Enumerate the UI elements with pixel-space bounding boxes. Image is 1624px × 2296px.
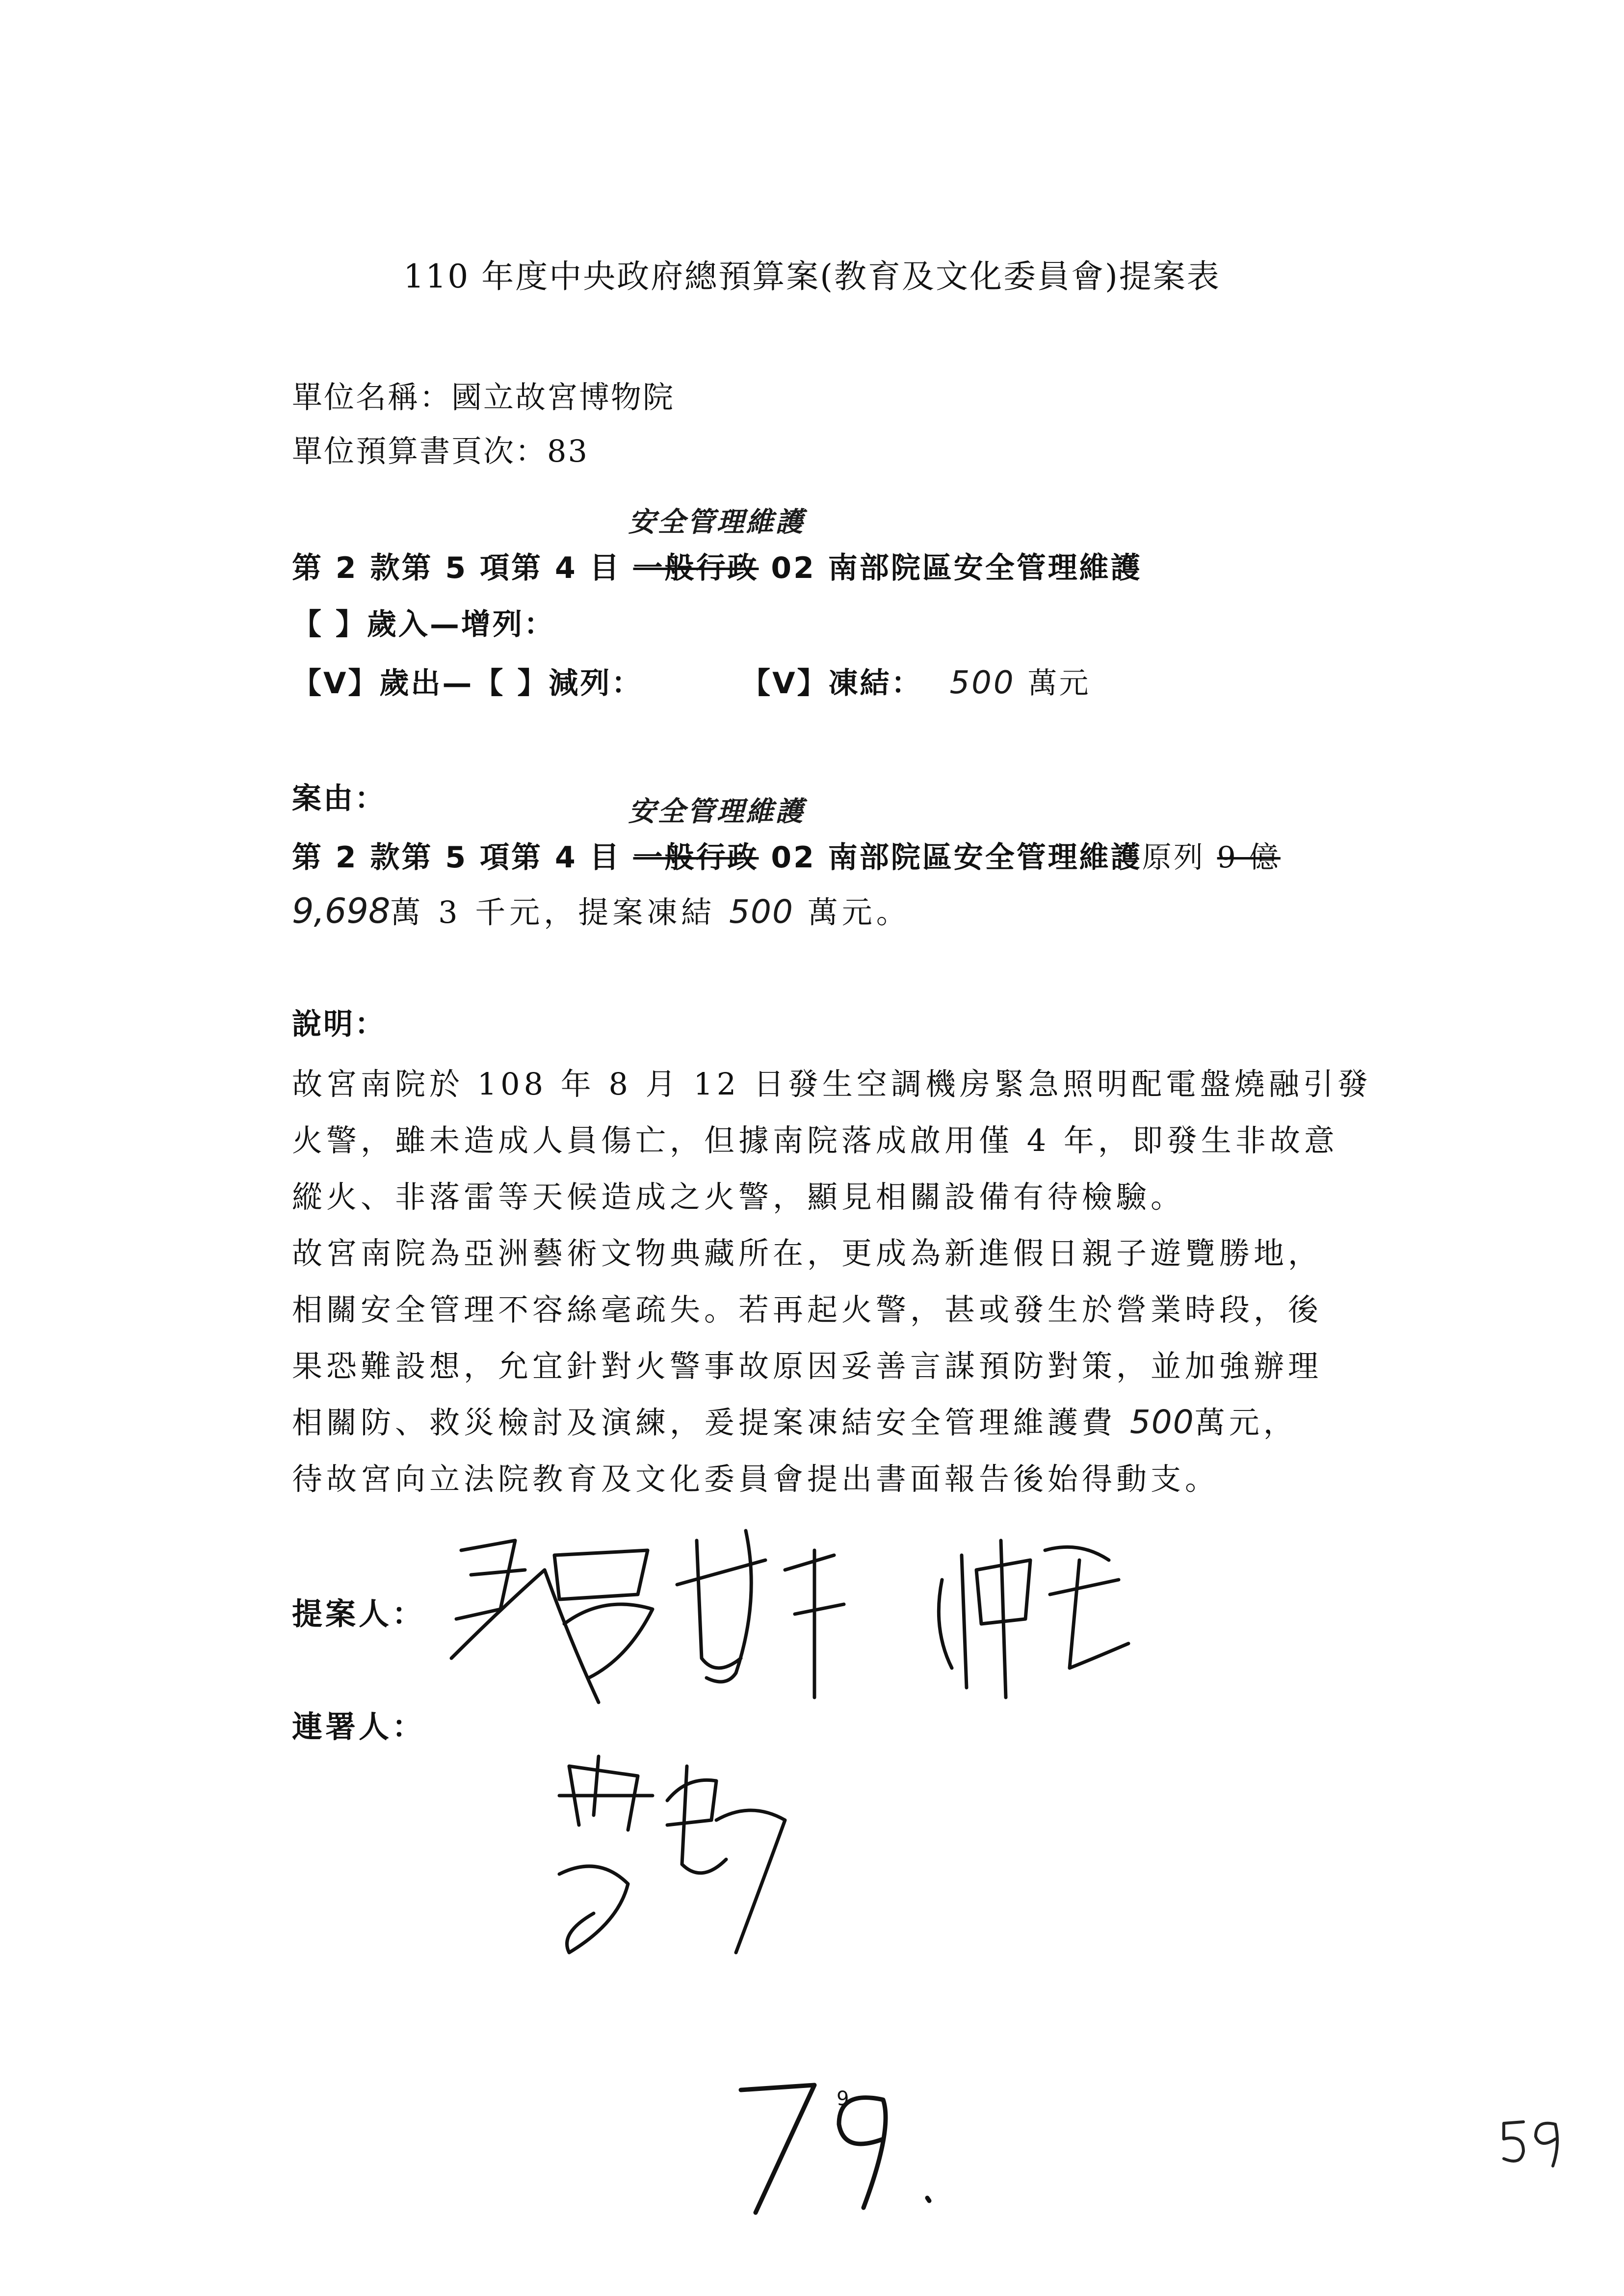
printed-page-number: 9: [837, 2087, 849, 2110]
explanation-line: 相關安全管理不容絲毫疏失。若再起火警，甚或發生於營業時段，後: [292, 1292, 1323, 1328]
explanation-line: 故宮南院於 108 年 8 月 12 日發生空調機房緊急照明配電盤燒融引發: [292, 1066, 1372, 1102]
explanation-line: 火警，雖未造成人員傷亡，但據南院落成啟用僅 4 年，即發生非故意: [292, 1122, 1338, 1158]
reason-line-2: [292, 888, 911, 932]
explanation-line: 縱火、非落雷等天候造成之火警，顯見相關設備有待檢驗。: [292, 1179, 1185, 1215]
item-prefix: 第 2 款第 5 項第 4 目: [292, 551, 621, 585]
unit-name: 單位名稱：國立故宮博物院: [292, 379, 675, 415]
reason-freeze-amount: 500: [729, 893, 794, 931]
explanation-line7-text: 相關防、救災檢討及演練，爰提案凍結安全管理維護費: [292, 1405, 1117, 1440]
reason-struck-amount: 9 億: [1217, 840, 1281, 875]
explanation-line: 故宮南院為亞洲藝術文物典藏所在，更成為新進假日親子遊覽勝地，: [292, 1235, 1323, 1271]
reason-heading: 案由：: [292, 782, 386, 816]
reason-line2-text: 萬 3 千元，提案凍結: [390, 894, 716, 930]
budget-item-line: [292, 506, 1142, 587]
page-title: 110 年度中央政府總預算案(教育及文化委員會)提案表: [403, 258, 1221, 295]
reason-line2-end: 萬元。: [807, 894, 911, 930]
reason-prefix: 第 2 款第 5 項第 4 目: [292, 840, 621, 875]
unit-budget-page: 單位預算書頁次：83: [292, 433, 589, 469]
item-suffix: 02 南部院區安全管理維護: [771, 551, 1142, 585]
explanation-heading: 說明：: [292, 1007, 386, 1042]
reason-handwritten-amount: 9,698: [292, 891, 391, 931]
freeze-label: 【V】凍結：: [741, 666, 923, 701]
proposer-label: 提案人：: [292, 1596, 426, 1632]
freeze-amount: 500: [949, 665, 1016, 701]
expense-prefix: 【V】歲出—【 】減列：: [292, 666, 643, 701]
freeze-unit: 萬元: [1027, 666, 1091, 701]
reason-struck-text: 一般行政: [633, 840, 759, 875]
cosigner-signature: [540, 1747, 814, 1962]
reason-original-label: 原列: [1142, 840, 1205, 875]
explanation-line: [292, 1398, 1298, 1442]
explanation-line: 果恐難設想，允宜針對火警事故原因妥善言謀預防對策，並加強辦理: [292, 1348, 1323, 1384]
explanation-line7-end: 萬元，: [1194, 1405, 1298, 1440]
cosigner-label: 連署人：: [292, 1709, 426, 1745]
explanation-freeze-amount: 500: [1129, 1403, 1195, 1441]
reason-suffix: 02 南部院區安全管理維護: [771, 840, 1142, 875]
proposer-signature: [442, 1511, 1178, 1717]
item-struck-text: 一般行政: [633, 551, 759, 585]
corner-number: [1496, 2114, 1565, 2168]
revenue-line: 【 】歲入—增列：: [292, 607, 555, 642]
reason-handwritten-insert: 安全管理維護: [628, 796, 805, 828]
explanation-line: 待故宮向立法院教育及文化委員會提出書面報告後始得動支。: [292, 1461, 1220, 1497]
item-handwritten-insert: 安全管理維護: [628, 506, 805, 538]
expense-line: [292, 660, 1090, 702]
